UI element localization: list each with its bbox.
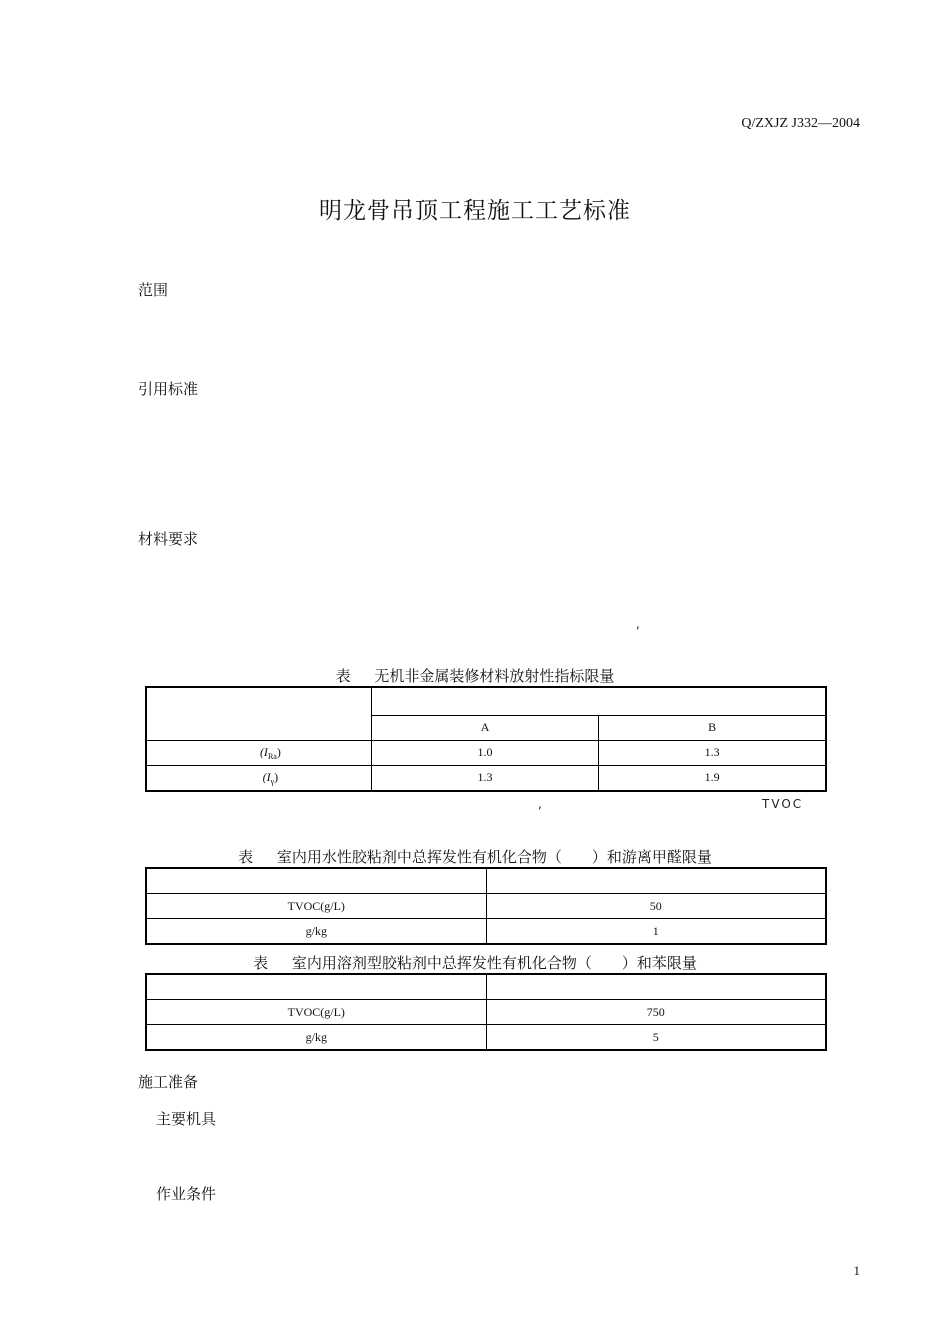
- section-heading-references: 引用标准: [138, 380, 199, 398]
- table1-col-a: A: [371, 715, 598, 740]
- subsection-heading-tools: 主要机具: [156, 1110, 217, 1128]
- table2-head-right: [486, 868, 826, 894]
- table-cell: 5: [486, 1025, 826, 1051]
- subsection-heading-conditions: 作业条件: [156, 1185, 217, 1203]
- table-cell: 750: [486, 1000, 826, 1025]
- materials-text-5c: TVOC: [762, 797, 804, 811]
- table2-caption-text: 室内用水性胶粘剂中总挥发性有机化合物（ ）和游离甲醛限量: [276, 848, 712, 866]
- table2-caption-prefix: 表: [238, 848, 254, 866]
- materials-text-3e: ,: [636, 617, 642, 631]
- table-cell: $(I_{Ra})$: [146, 740, 371, 765]
- materials-text-5b: ,: [538, 797, 544, 811]
- table1-col-b: B: [599, 715, 826, 740]
- radioactivity-table: [145, 686, 827, 792]
- section-heading-materials: 材料要求: [138, 530, 199, 548]
- section-heading-scope: 范围: [138, 281, 169, 299]
- document-title: 明龙骨吊顶工程施工工艺标准: [319, 198, 631, 224]
- table-cell: $(I_\gamma)$: [146, 765, 371, 791]
- table3-caption-prefix: 表: [253, 954, 269, 972]
- table-cell: TVOC(g/L): [146, 894, 486, 919]
- table1-caption-prefix: 表: [335, 667, 351, 685]
- section-heading-prep: 施工准备: [138, 1073, 199, 1091]
- table3-caption: [0, 952, 950, 973]
- table3-head-left: [146, 974, 486, 1000]
- solvent-adhesive-table: [145, 973, 827, 1051]
- table3-head-right: [486, 974, 826, 1000]
- table-cell: TVOC(g/L): [146, 1000, 486, 1025]
- table-cell: 1.3: [599, 740, 826, 765]
- table-cell: 50: [486, 894, 826, 919]
- table-cell: 1.9: [599, 765, 826, 791]
- table2-head-left: [146, 868, 486, 894]
- table1-caption-text: 无机非金属装修材料放射性指标限量: [374, 667, 615, 685]
- table-cell: 1: [486, 919, 826, 945]
- table-cell: g/kg: [146, 1025, 486, 1051]
- table-cell: g/kg: [146, 919, 486, 945]
- page-number: 1: [853, 1263, 860, 1278]
- table-cell: 1.0: [371, 740, 598, 765]
- table3-caption-text: 室内用溶剂型胶粘剂中总挥发性有机化合物（ ）和苯限量: [291, 954, 697, 972]
- water-adhesive-table: [145, 867, 827, 945]
- table-cell: 1.3: [371, 765, 598, 791]
- table1-caption: [0, 665, 950, 686]
- table1-head-right: [371, 687, 826, 715]
- table1-head-left: [146, 687, 371, 740]
- document-code: Q/ZXJZ J332—2004: [741, 116, 860, 131]
- table2-caption: [0, 846, 950, 867]
